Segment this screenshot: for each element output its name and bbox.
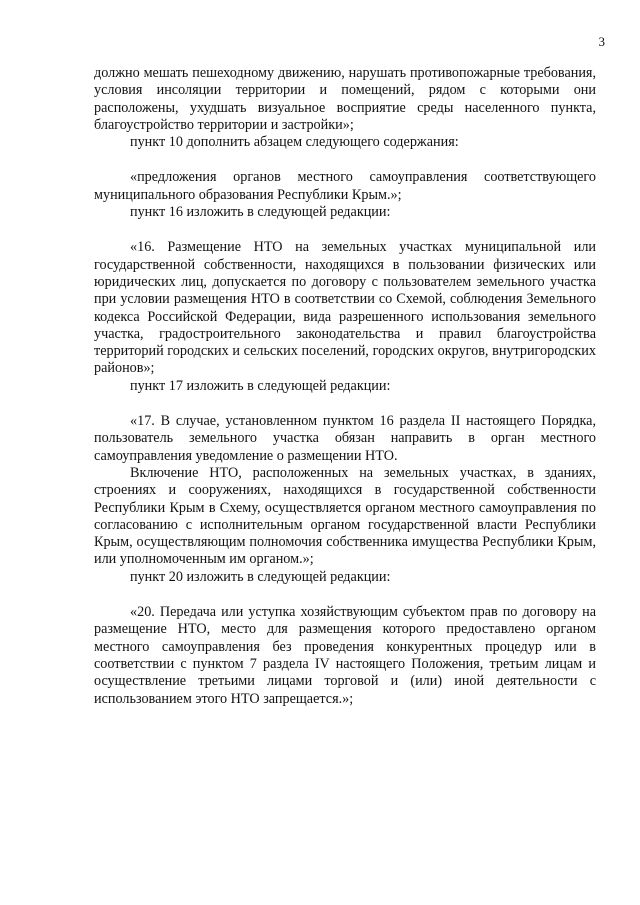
- instruction-point-17: пункт 17 изложить в следующей редакции:: [130, 377, 391, 394]
- quoted-text-point-20: «20. Передача или уступка хозяйствующим субъектом прав по договору на размещение НТО, место для размещения которого предоставлено органом местного самоуправления без проведения конкурентных процедур или в соответствии с пунктом 7 раздела IV настоящего Положения, третьим лицам и осуществление третьими лицами торговой и (или) иной деятельности с использованием этого НТО запрещается.»;: [94, 604, 596, 707]
- quoted-addition-point-10: «предложения органов местного самоуправления соответствующего муниципального образования Республики Крым.»;: [94, 169, 596, 203]
- instruction-point-16: пункт 16 изложить в следующей редакции:: [130, 204, 391, 221]
- document-body: [94, 65, 596, 708]
- instruction-point-20: пункт 20 изложить в следующей редакции:: [130, 568, 391, 585]
- quoted-text-point-16: «16. Размещение НТО на земельных участках муниципальной или государственной собственности, находящихся в пользовании физических или юридических лиц, допускается по договору с пользователем земельного участка при условии размещения НТО в соответствии со Схемой, соблюдения Земельного кодекса Российской Федерации, вида разрешенного использования земельного участка, градостроительного законодательства и правил благоустройства территорий городских и сельских поселений, городских округов, внутригородских районов»;: [94, 239, 596, 377]
- quoted-text-point-17-part-1: «17. В случае, установленном пунктом 16 раздела II настоящего Порядка, пользователь земельного участка обязан направить в орган местного самоуправления уведомление о размещении НТО.: [94, 413, 596, 464]
- instruction-point-10: пункт 10 дополнить абзацем следующего содержания:: [130, 134, 459, 151]
- paragraph-continuation: должно мешать пешеходному движению, нарушать противопожарные требования, условия инсоляции территории и помещений, рядом с которыми они расположены, ухудшать визуальное восприятие среды населенного пункта, благоустройство территории и застройки»;: [94, 65, 596, 133]
- page-number: 3: [598, 34, 605, 49]
- quoted-text-point-17-part-2: Включение НТО, расположенных на земельных участках, в зданиях, строениях и сооружениях, находящихся в государственной собственности Республики Крым в Схему, осуществляется органом местного самоуправления по согласованию с исполнительным органом государственной власти Республики Крым, осуществляющим полномочия собственника имущества Республики Крым, или уполномоченным им органом.»;: [94, 464, 596, 568]
